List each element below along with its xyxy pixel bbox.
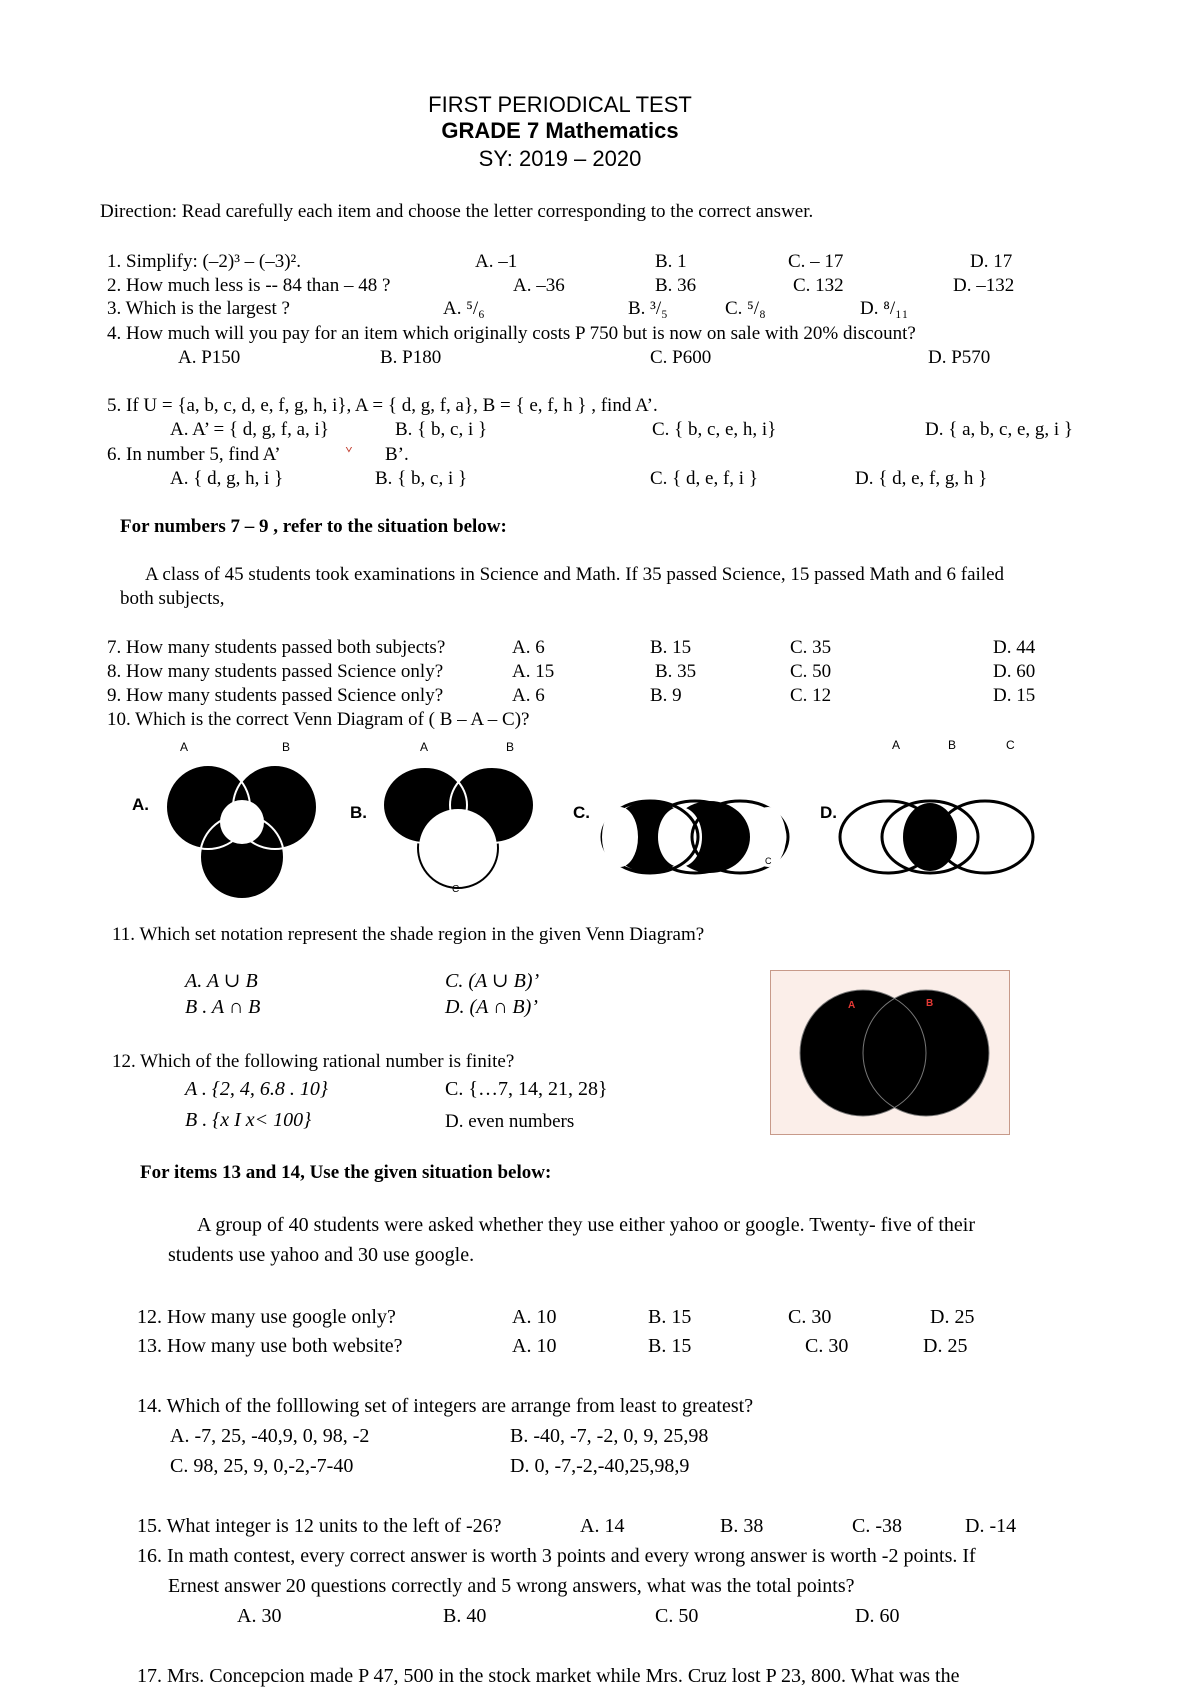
choice-a: A. 15 <box>512 661 555 682</box>
choice-a: A. A’ = { d, g, f, a, i} <box>170 419 329 440</box>
venn-option-a-diagram <box>166 765 317 899</box>
red-annotation-mark: ᘁ <box>345 446 353 462</box>
choice-b: B. 15 <box>648 1306 692 1328</box>
venn-option-c-inner-label-a: A <box>645 858 652 868</box>
question-11-stem: 11. Which set notation represent the shade region in the given Venn Diagram? <box>112 924 705 945</box>
choice-d: D. 17 <box>970 251 1013 272</box>
test-subject: GRADE 7 Mathematics <box>441 118 679 143</box>
q11-choice-d: D. (A ∩ B)’ <box>445 996 538 1018</box>
choice-c: C. 12 <box>790 685 832 706</box>
choice-d: D. ⁸/₁₁ <box>860 298 909 319</box>
venn-option-d-label: D. <box>820 803 837 822</box>
question-stem: 9. How many students passed Science only? <box>107 685 444 706</box>
choice-d: D. { d, e, f, g, h } <box>855 468 988 489</box>
question-10-stem: 10. Which is the correct Venn Diagram of ( B – A – C)? <box>107 709 530 730</box>
q11-choice-b: B . A ∩ B <box>185 996 261 1018</box>
question-stem: 14. Which of the folllowing set of integers are arrange from least to greatest? <box>137 1395 754 1417</box>
choice-d: D. -14 <box>965 1515 1017 1537</box>
question-stem: 15. What integer is 12 units to the left of -26? <box>137 1515 502 1537</box>
venn-top-label-a: A <box>420 740 429 754</box>
choice-d: D. –132 <box>953 275 1015 296</box>
venn-top-label-b: B <box>506 740 515 754</box>
q11-choice-a: A. A ∪ B <box>185 970 258 992</box>
choice-c: C. { b, c, e, h, i} <box>652 419 777 440</box>
choice-c: C. 50 <box>790 661 832 682</box>
situation-1-heading: For numbers 7 – 9 , refer to the situation below: <box>120 516 507 537</box>
question-stem: 1. Simplify: (–2)³ – (–3)². <box>107 251 301 272</box>
situation-2-text: A group of 40 students were asked whether they use either yahoo or google. Twenty- five of their <box>197 1214 976 1236</box>
choice-b: B. { b, c, i } <box>375 468 468 489</box>
venn-option-c-diagram <box>602 801 788 873</box>
choice-a: A. 14 <box>580 1515 625 1537</box>
q11-venn-figure <box>770 970 1010 1135</box>
question-stem-cont: Ernest answer 20 questions correctly and 5 wrong answers, what was the total points? <box>168 1575 855 1597</box>
question-stem: 12. How many use google only? <box>137 1306 396 1328</box>
venn-top-label-a: A <box>892 738 901 752</box>
school-year: SY: 2019 – 2020 <box>478 146 642 171</box>
choice-d: D. 25 <box>930 1306 975 1328</box>
choice-c: C. -38 <box>852 1515 902 1537</box>
choice-a: A. P150 <box>178 347 241 368</box>
choice-d: D. { a, b, c, e, g, i } <box>925 419 1074 440</box>
venn-option-b-label-c: C <box>452 884 460 895</box>
choice-a: A. –36 <box>513 275 565 296</box>
situation-1-text: A class of 45 students took examinations in Science and Math. If 35 passed Science, 15 passed Math and 6 failed <box>145 564 1005 585</box>
choice-b: B. 9 <box>650 685 682 706</box>
q11-venn-label-b: B <box>926 998 934 1009</box>
venn-top-label-c: C <box>1006 738 1015 752</box>
venn-top-label-a: A <box>180 740 189 754</box>
choice-c: C. 132 <box>793 275 844 296</box>
choice-d: D. 60 <box>993 661 1036 682</box>
choice-c: C. 98, 25, 9, 0,-2,-7-40 <box>170 1455 354 1477</box>
venn-option-a-label: A. <box>132 795 149 814</box>
choice-c: C. 30 <box>805 1335 849 1357</box>
choice-d: D. 44 <box>993 637 1036 658</box>
choice-a: A. -7, 25, -40,9, 0, 98, -2 <box>170 1425 370 1447</box>
choice-c: C. – 17 <box>788 251 844 272</box>
venn-option-b-diagram <box>383 767 534 888</box>
question-17-stem: 17. Mrs. Concepcion made P 47, 500 in the stock market while Mrs. Cruz lost P 23, 800. What was the <box>137 1665 960 1687</box>
choice-d: D. 60 <box>855 1605 900 1627</box>
venn-top-label-b: B <box>282 740 291 754</box>
choice-b: B. 36 <box>655 275 697 296</box>
venn-option-d-diagram <box>840 801 1033 873</box>
question-stem: 6. In number 5, find A’ <box>107 444 281 465</box>
choice-d: D. 25 <box>923 1335 968 1357</box>
venn-top-label-b: B <box>948 738 957 752</box>
choice-b: B. 15 <box>650 637 692 658</box>
question-stem: 4. How much will you pay for an item which originally costs P 750 but is now on sale with 20% discount? <box>107 323 916 344</box>
choice-b: B. P180 <box>380 347 442 368</box>
venn-option-c-inner-label-c: C <box>765 856 772 866</box>
question-12-stem: 12. Which of the following rational number is finite? <box>112 1051 515 1072</box>
venn-options-figure <box>0 760 1120 910</box>
q12-choice-a: A . {2, 4, 6.8 . 10} <box>185 1078 328 1100</box>
choice-b: B. 1 <box>655 251 687 272</box>
venn-option-c-inner-label-b: B <box>700 856 707 866</box>
choice-a: A. –1 <box>475 251 518 272</box>
choice-b: B. 40 <box>443 1605 487 1627</box>
venn-option-b-label: B. <box>350 803 367 822</box>
venn-option-c-label: C. <box>573 803 590 822</box>
q12-choice-b: B . {x I x< 100} <box>185 1109 312 1131</box>
q11-venn-svg <box>771 971 1009 1134</box>
question-stem: 13. How many use both website? <box>137 1335 403 1357</box>
situation-2-heading: For items 13 and 14, Use the given situation below: <box>140 1162 552 1183</box>
q11-choice-c: C. (A ∪ B)’ <box>445 970 540 992</box>
choice-c: C. 50 <box>655 1605 699 1627</box>
choice-d: D. 15 <box>993 685 1036 706</box>
question-stem: 2. How much less is -- 84 than – 48 ? <box>107 275 391 296</box>
choice-c: C. ⁵/₈ <box>725 298 766 319</box>
q11-venn-label-a: A <box>848 1000 856 1011</box>
choice-a: A. 6 <box>512 685 545 706</box>
question-stem: 7. How many students passed both subjects? <box>107 637 446 658</box>
question-stem: 16. In math contest, every correct answer is worth 3 points and every wrong answer is worth -2 points. If <box>137 1545 976 1567</box>
choice-b: B. -40, -7, -2, 0, 9, 25,98 <box>510 1425 709 1447</box>
question-stem: 3. Which is the largest ? <box>107 298 290 319</box>
choice-c: C. 35 <box>790 637 832 658</box>
choice-a: A. 30 <box>237 1605 282 1627</box>
situation-1-text-cont: both subjects, <box>120 588 225 609</box>
choice-b: B. { b, c, i } <box>395 419 488 440</box>
choice-b: B. 15 <box>648 1335 692 1357</box>
choice-a: A. 10 <box>512 1335 557 1357</box>
choice-a: A. 6 <box>512 637 545 658</box>
choice-c: C. P600 <box>650 347 712 368</box>
situation-2-text-cont: students use yahoo and 30 use google. <box>168 1244 475 1266</box>
choice-a: A. ⁵/₆ <box>443 298 485 319</box>
choice-b: B. 38 <box>720 1515 764 1537</box>
direction-text: Direction: Read carefully each item and choose the letter corresponding to the correct answer. <box>100 201 814 222</box>
choice-a: A. { d, g, h, i } <box>170 468 284 489</box>
question-stem: 8. How many students passed Science only? <box>107 661 444 682</box>
q12-choice-d: D. even numbers <box>445 1111 575 1132</box>
question-stem-end: B’. <box>385 444 409 465</box>
choice-c: C. { d, e, f, i } <box>650 468 758 489</box>
q12-choice-c: C. {…7, 14, 21, 28} <box>445 1078 608 1100</box>
choice-d: D. P570 <box>928 347 991 368</box>
choice-d: D. 0, -7,-2,-40,25,98,9 <box>510 1455 690 1477</box>
choice-c: C. 30 <box>788 1306 832 1328</box>
choice-b: B. 35 <box>655 661 697 682</box>
test-title: FIRST PERIODICAL TEST <box>428 92 692 117</box>
choice-b: B. ³/₅ <box>628 298 668 319</box>
question-stem: 5. If U = {a, b, c, d, e, f, g, h, i}, A = { d, g, f, a}, B = { e, f, h } , find A’. <box>107 395 658 416</box>
choice-a: A. 10 <box>512 1306 557 1328</box>
